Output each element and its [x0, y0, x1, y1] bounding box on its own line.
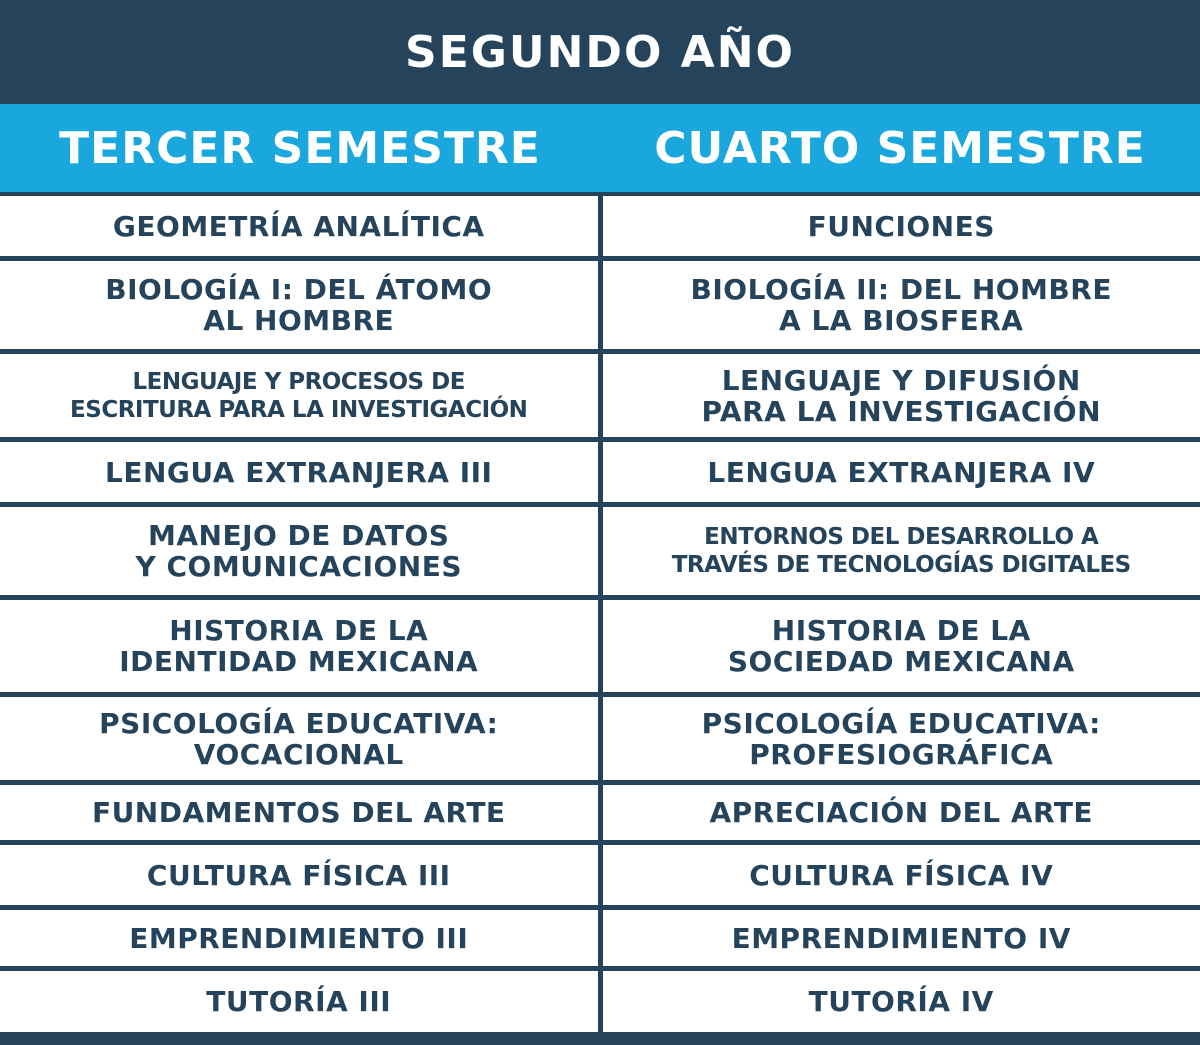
- subject-cell-right: CULTURA FÍSICA IV: [603, 845, 1200, 905]
- subject-cell-right: HISTORIA DE LA SOCIEDAD MEXICANA: [603, 600, 1200, 692]
- subject-cell-left: GEOMETRÍA ANALÍTICA: [0, 196, 598, 256]
- table-row: [0, 697, 1200, 780]
- subject-cell-right: TUTORÍA IV: [603, 971, 1200, 1032]
- subject-cell-right: APRECIACIÓN DEL ARTE: [603, 785, 1200, 840]
- subject-cell-left: PSICOLOGÍA EDUCATIVA: VOCACIONAL: [0, 697, 598, 780]
- title-bar: [0, 0, 1200, 104]
- subject-cell-left: EMPRENDIMIENTO III: [0, 910, 598, 966]
- subject-cell-left: HISTORIA DE LA IDENTIDAD MEXICANA: [0, 600, 598, 692]
- subject-cell-left: CULTURA FÍSICA III: [0, 845, 598, 905]
- subject-cell-left: TUTORÍA III: [0, 971, 598, 1032]
- subject-cell-left: MANEJO DE DATOS Y COMUNICACIONES: [0, 507, 598, 595]
- column-header-tercer-semestre: TERCER SEMESTRE: [59, 122, 541, 174]
- semester-header: [0, 104, 1200, 192]
- subject-cell-right: BIOLOGÍA II: DEL HOMBRE A LA BIOSFERA: [603, 261, 1200, 349]
- table-row: [0, 196, 1200, 256]
- table-row: [0, 600, 1200, 692]
- table-row: [0, 507, 1200, 595]
- subject-cell-right: PSICOLOGÍA EDUCATIVA: PROFESIOGRÁFICA: [603, 697, 1200, 780]
- column-header-cuarto-semestre: CUARTO SEMESTRE: [654, 122, 1146, 174]
- table-row: [0, 845, 1200, 905]
- subject-cell-left: LENGUAJE Y PROCESOS DE ESCRITURA PARA LA INVESTIGACIÓN: [0, 354, 598, 437]
- subject-cell-left: FUNDAMENTOS DEL ARTE: [0, 785, 598, 840]
- subject-cell-right: LENGUA EXTRANJERA IV: [603, 442, 1200, 502]
- table-row: [0, 442, 1200, 502]
- table-row: [0, 971, 1200, 1032]
- subject-cell-right: LENGUAJE Y DIFUSIÓN PARA LA INVESTIGACIÓN: [603, 354, 1200, 437]
- table-title: SEGUNDO AÑO: [405, 26, 795, 78]
- subject-cell-right: ENTORNOS DEL DESARROLLO A TRAVÉS DE TECNOLOGÍAS DIGITALES: [603, 507, 1200, 595]
- table-row: [0, 785, 1200, 840]
- subject-cell-right: EMPRENDIMIENTO IV: [603, 910, 1200, 966]
- table-row: [0, 261, 1200, 349]
- subject-cell-left: BIOLOGÍA I: DEL ÁTOMO AL HOMBRE: [0, 261, 598, 349]
- subject-cell-left: LENGUA EXTRANJERA III: [0, 442, 598, 502]
- subject-rows: [0, 196, 1200, 1041]
- table-row: [0, 354, 1200, 437]
- table-row: [0, 910, 1200, 966]
- subject-cell-right: FUNCIONES: [603, 196, 1200, 256]
